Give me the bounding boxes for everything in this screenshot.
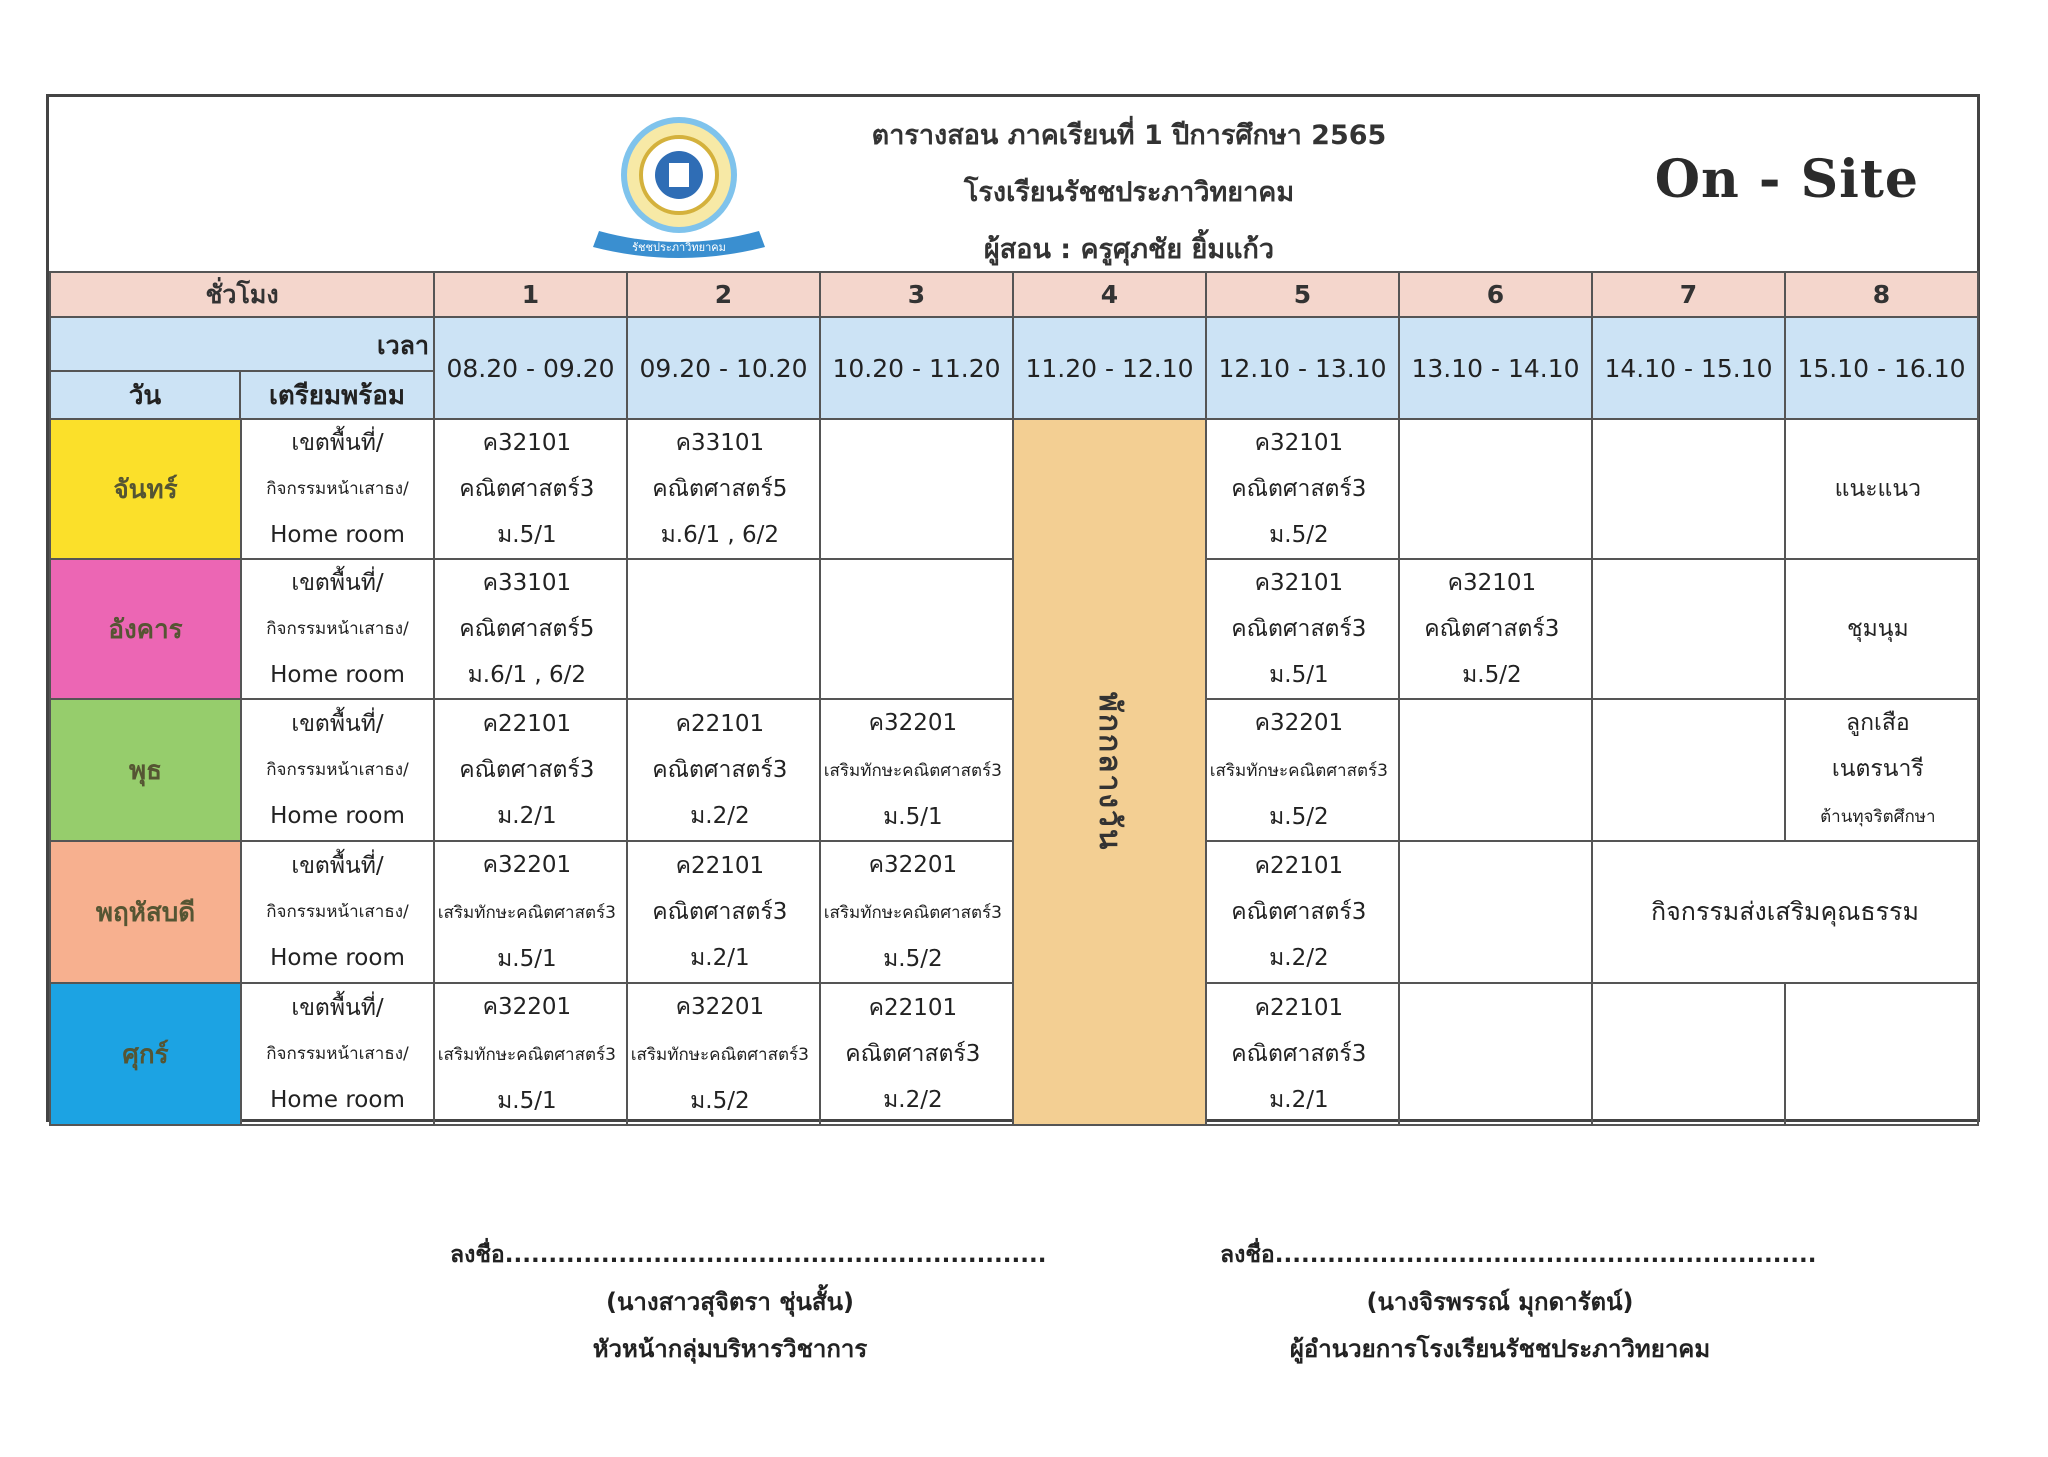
cell-line: ม.2/2 [1269,945,1329,971]
class-cell [627,559,820,699]
prep-cell: เขตพื้นที่/ กิจกรรมหน้าเสาธง/ Home room [241,841,434,983]
cell-line: คณิตศาสตร์5 [652,476,788,502]
class-cell [820,419,1013,559]
cell-line [1400,793,1591,839]
cell-line [1400,512,1591,558]
cell-line [1786,652,1977,698]
class-cell [1399,559,1592,699]
prep-cell: เขตพื้นที่/ กิจกรรมหน้าเสาธง/ Home room [241,983,434,1125]
lunch-cell [1013,419,1206,1125]
cell-line: ม.6/1 , 6/2 [467,662,587,688]
cell-line [821,420,1012,466]
class-cell [434,983,627,1125]
title-line-3: ผู้สอน : ครูศุภชัย ยิ้มแก้ว [983,234,1275,265]
period-num: 7 [1592,272,1785,317]
cell-line: ม.5/1 [497,1088,557,1114]
signer-position: หัวหน้ากลุ่มบริหารวิชาการ [592,1335,868,1363]
mode-label: On - Site [1654,149,1919,210]
cell-line: คณิตศาสตร์3 [1231,899,1367,925]
cell-line: ม.2/1 [497,803,557,829]
period-time: 10.20 - 11.20 [820,317,1013,419]
cell-line: เนตรนารี [1831,756,1924,782]
prep-cell: เขตพื้นที่/ กิจกรรมหน้าเสาธง/ Home room [241,559,434,699]
class-cell [434,419,627,559]
cell-line: ค33101 [675,430,765,456]
period-num: 5 [1206,272,1399,317]
cell-line [1593,560,1784,606]
class-cell [1206,983,1399,1125]
period-time: 14.10 - 15.10 [1592,317,1785,419]
cell-line: ม.2/1 [690,945,750,971]
cell-line: ค22101 [482,711,572,737]
cell-line: ม.5/1 [1269,662,1329,688]
cell-line: ค32101 [1447,570,1537,596]
signer-name: (นางสาวสุจิตรา ชุ่นสั้น) [606,1288,854,1316]
cell-line [1786,560,1977,606]
period-time: 08.20 - 09.20 [434,317,627,419]
cell-line: ค32201 [868,710,958,736]
signer-name: (นางจิรพรรณ์ มุกดารัตน์) [1366,1288,1634,1316]
cell-line: ม.5/2 [1462,662,1522,688]
time-header: เวลา [377,331,429,360]
cell-line: ม.5/1 [497,946,557,972]
cell-line: ค32201 [482,852,572,878]
class-cell [434,559,627,699]
cell-line [1400,466,1591,512]
cell-line [1593,793,1784,839]
cell-line [1400,1077,1591,1123]
cell-line: ค22101 [675,711,765,737]
cell-line: คณิตศาสตร์3 [459,476,595,502]
cell-line: คณิตศาสตร์3 [1231,1041,1367,1067]
class-cell [1399,983,1592,1125]
class-cell [1592,559,1785,699]
cell-line: เสริมทักษะคณิตศาสตร์3 [823,761,1002,781]
cell-line [628,606,819,652]
signature-line: ลงชื่อ.............................................................. [1220,1242,1817,1268]
cell-line: ลูกเสือ [1845,710,1910,736]
cell-line: ม.5/1 [497,522,557,548]
class-cell [1592,419,1785,559]
title-line-2: โรงเรียนรัชชประภาวิทยาคม [963,177,1295,208]
schedule-frame [46,94,1980,1122]
cell-line: คณิตศาสตร์3 [652,899,788,925]
signature-left [450,1232,1047,1373]
title-block [669,107,1589,278]
cell-line [628,652,819,698]
cell-line: ค22101 [675,853,765,879]
period-time: 13.10 - 14.10 [1399,317,1592,419]
period-num: 3 [820,272,1013,317]
cell-line: ม.2/2 [690,803,750,829]
cell-line: ค32101 [1254,570,1344,596]
hour-header: ชั่วโมง [50,272,434,317]
cell-line: ค32201 [482,994,572,1020]
period-time: 09.20 - 10.20 [627,317,820,419]
period-time: 12.10 - 13.10 [1206,317,1399,419]
period-num: 8 [1785,272,1978,317]
cell-line [1786,985,1977,1031]
day-name: อังคาร [50,559,241,699]
class-cell [627,419,820,559]
class-cell [627,841,820,983]
cell-line [821,652,1012,698]
cell-line [1593,701,1784,747]
cell-line: คณิตศาสตร์3 [459,757,595,783]
class-cell [1785,699,1978,841]
title-line-1: ตารางสอน ภาคเรียนที่ 1 ปีการศึกษา 2565 [871,120,1387,151]
cell-line [1786,420,1977,466]
cell-line [821,560,1012,606]
cell-line: คณิตศาสตร์3 [1231,476,1367,502]
cell-line: เสริมทักษะคณิตศาสตร์3 [437,1045,616,1065]
period-time: 15.10 - 16.10 [1785,317,1978,419]
period-num: 4 [1013,272,1206,317]
cell-line: ม.2/2 [883,1087,943,1113]
class-cell [1785,983,1978,1125]
cell-line [1593,747,1784,793]
cell-line: เสริมทักษะคณิตศาสตร์3 [823,903,1002,923]
class-cell [1399,841,1592,983]
period-num: 2 [627,272,820,317]
day-name: พฤหัสบดี [50,841,241,983]
cell-line: ค32201 [1254,710,1344,736]
cell-line [1400,985,1591,1031]
cell-line [1593,1031,1784,1077]
class-cell [1206,559,1399,699]
signature-right [1220,1232,1817,1373]
cell-line: ค32201 [675,994,765,1020]
cell-line: ค22101 [1254,995,1344,1021]
class-cell [627,699,820,841]
day-name: จันทร์ [50,419,241,559]
class-cell [1399,699,1592,841]
period-num: 1 [434,272,627,317]
class-cell [1785,559,1978,699]
prep-cell: เขตพื้นที่/ กิจกรรมหน้าเสาธง/ Home room [241,699,434,841]
time-row [50,317,1978,419]
class-cell [434,841,627,983]
cell-line [1400,889,1591,935]
class-cell [1399,419,1592,559]
class-cell [820,841,1013,983]
class-cell [1592,983,1785,1125]
cell-line [1786,1077,1977,1123]
cell-line [1593,652,1784,698]
cell-line [1593,512,1784,558]
day-row [50,419,1978,559]
cell-line [1593,606,1784,652]
cell-line: ชุมนุม [1847,616,1909,642]
cell-line: แนะแนว [1834,476,1922,502]
cell-line [628,560,819,606]
prep-cell: เขตพื้นที่/ กิจกรรมหน้าเสาธง/ Home room [241,419,434,559]
cell-line: ม.5/2 [883,946,943,972]
cell-line: ค32201 [868,852,958,878]
cell-line: คณิตศาสตร์5 [459,616,595,642]
cell-line [1400,1031,1591,1077]
class-cell [1206,841,1399,983]
cell-line: คณิตศาสตร์3 [1231,616,1367,642]
cell-line: คณิตศาสตร์3 [845,1041,981,1067]
class-cell [434,699,627,841]
cell-line: เสริมทักษะคณิตศาสตร์3 [630,1045,809,1065]
day-name: พุธ [50,699,241,841]
cell-line [1400,747,1591,793]
corner-cell [50,317,434,419]
svg-text:รัชชประภาวิทยาคม: รัชชประภาวิทยาคม [632,241,726,254]
hour-row [50,272,1978,317]
class-cell [820,699,1013,841]
cell-line [1593,466,1784,512]
lunch-label: พักกลางวัน [1092,692,1127,852]
signer-position: ผู้อำนวยการโรงเรียนรัชชประภาวิทยาคม [1289,1335,1711,1363]
class-cell [627,983,820,1125]
day-header: วัน [51,370,241,418]
period-time: 11.20 - 12.10 [1013,317,1206,419]
prep-header: เตรียมพร้อม [241,370,433,419]
cell-line: ค22101 [868,995,958,1021]
timetable [49,271,1979,1126]
period-num: 6 [1399,272,1592,317]
cell-line: ต้านทุจริตศึกษา [1820,807,1936,827]
signature-line: ลงชื่อ.............................................................. [450,1242,1047,1268]
cell-line [821,466,1012,512]
cell-line: เสริมทักษะคณิตศาสตร์3 [437,903,616,923]
cell-line [1400,935,1591,981]
cell-line [1400,843,1591,889]
class-cell [820,983,1013,1125]
class-cell [1206,699,1399,841]
cell-line: ค32101 [482,430,572,456]
cell-line [1400,420,1591,466]
day-rows [50,419,1978,1125]
cell-line: คณิตศาสตร์3 [652,757,788,783]
cell-line [1593,420,1784,466]
cell-line: ม.5/2 [1269,522,1329,548]
activity-cell: กิจกรรมส่งเสริมคุณธรรม [1592,841,1978,983]
cell-line [1593,985,1784,1031]
cell-line [821,512,1012,558]
cell-line [821,606,1012,652]
cell-line: ม.6/1 , 6/2 [660,522,780,548]
class-cell [820,559,1013,699]
cell-line: เสริมทักษะคณิตศาสตร์3 [1209,761,1388,781]
cell-line: ม.5/2 [690,1088,750,1114]
cell-line: คณิตศาสตร์3 [1424,616,1560,642]
cell-line: ค22101 [1254,853,1344,879]
class-cell [1206,419,1399,559]
cell-line: ม.5/2 [1269,804,1329,830]
cell-line: ค32101 [1254,430,1344,456]
cell-line: ม.2/1 [1269,1087,1329,1113]
cell-line [1786,1031,1977,1077]
cell-line: ม.5/1 [883,804,943,830]
header [49,97,1977,271]
cell-line [1400,701,1591,747]
cell-line [1593,1077,1784,1123]
class-cell [1785,419,1978,559]
cell-line [1786,512,1977,558]
cell-line: ค33101 [482,570,572,596]
class-cell [1592,699,1785,841]
day-name: ศุกร์ [50,983,241,1125]
